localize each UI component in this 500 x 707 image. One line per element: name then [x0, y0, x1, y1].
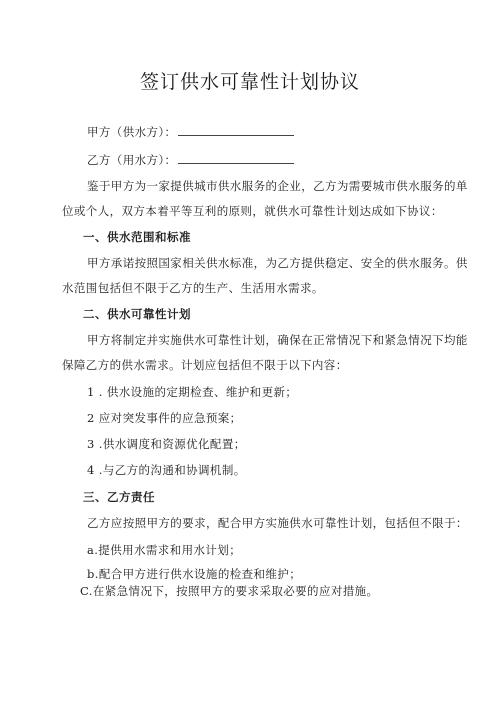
list-item: 3 .供水调度和资源优化配置；	[87, 437, 246, 451]
party-b-blank[interactable]	[178, 152, 294, 164]
party-a-label: 甲方（供水方）：	[87, 125, 177, 139]
section-2-line-2: 保障乙方的供水需求。计划应包括但不限于以下内容：	[62, 358, 348, 372]
list-item: a.提供用水需求和用水计划；	[87, 543, 242, 557]
party-b-line	[87, 152, 294, 168]
list-item: 2 应对突发事件的应急预案；	[87, 411, 242, 425]
section-3-heading: 三、乙方责任	[83, 490, 155, 504]
section-3-line-1: 乙方应按照甲方的要求，配合甲方实施供水可靠性计划，包括但不限于：	[87, 516, 468, 530]
section-2-line-1: 甲方将制定并实施供水可靠性计划，确保在正常情况下和紧急情况下均能	[87, 333, 468, 347]
intro-line-2: 位或个人，双方本着平等互利的原则，就供水可靠性计划达成如下协议：	[62, 204, 443, 218]
party-a-line	[87, 124, 294, 140]
list-item: 1 . 供水设施的定期检查、维护和更新；	[87, 385, 298, 399]
section-1-heading: 一、供水范围和标准	[83, 230, 191, 244]
document-title: 签订供水可靠性计划协议	[139, 71, 360, 93]
list-item: 4 .与乙方的沟通和协调机制。	[87, 463, 246, 477]
list-item: b.配合甲方进行供水设施的检查和维护；	[87, 567, 302, 581]
section-1-line-2: 水范围包括但不限于乙方的生产、生活用水需求。	[62, 281, 324, 295]
party-a-blank[interactable]	[178, 124, 294, 136]
intro-line-1: 鉴于甲方为一家提供城市供水服务的企业，乙方为需要城市供水服务的单	[87, 179, 468, 193]
party-b-label: 乙方（用水方）：	[87, 153, 177, 167]
section-2-heading: 二、供水可靠性计划	[83, 307, 191, 321]
section-1-line-1: 甲方承诺按照国家相关供水标准，为乙方提供稳定、安全的供水服务。供	[87, 256, 468, 270]
list-item: C.在紧急情况下，按照甲方的要求采取必要的应对措施。	[80, 584, 379, 598]
